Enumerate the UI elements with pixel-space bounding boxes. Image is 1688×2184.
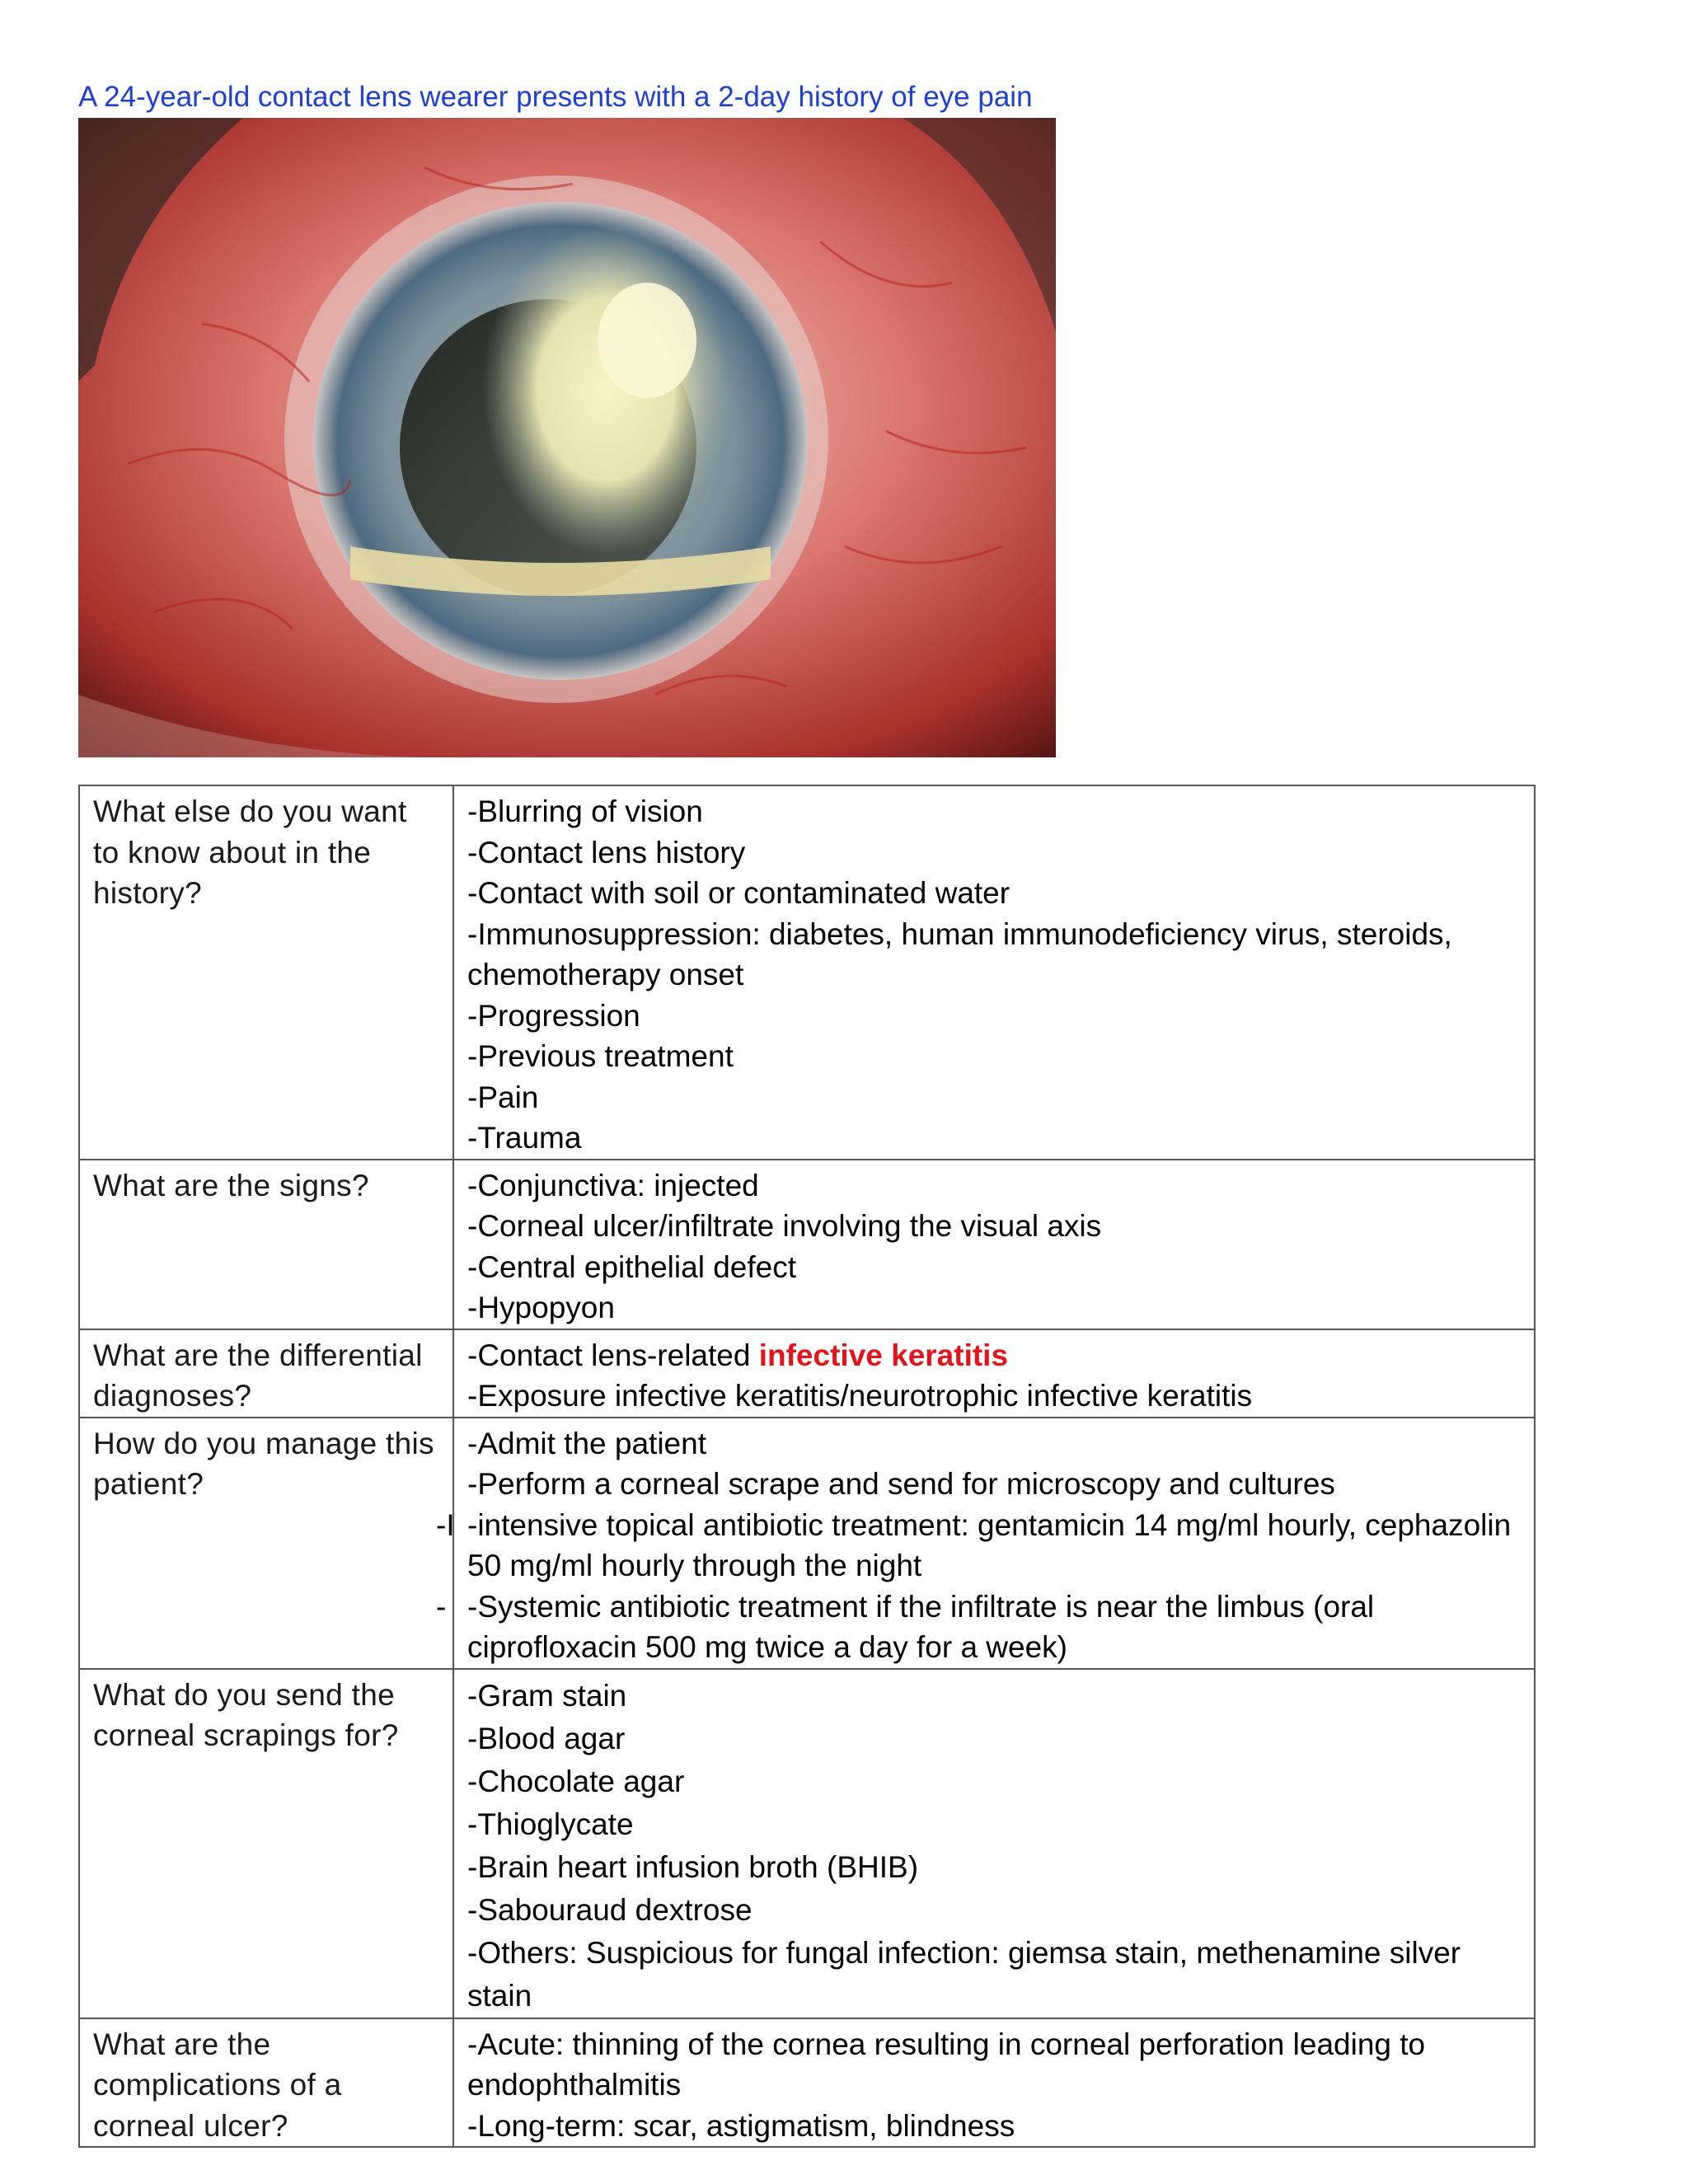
list-item: -Perform a corneal scrape and send for microscopy and cultures xyxy=(467,1467,1335,1501)
highlighted-diagnosis: infective keratitis xyxy=(758,1338,1009,1372)
answer-cell xyxy=(436,1418,1535,1669)
list-item: -Previous treatment xyxy=(467,1039,734,1073)
table-row xyxy=(79,1160,1535,1329)
list-item: -Immunosuppression: diabetes, human immunodeficiency virus, steroids, chemotherapy onset xyxy=(467,916,1452,991)
list-item: -intensive topical antibiotic treatment: gentamicin 14 mg/ml hourly, cephazolin 50 mg/ml hourly through the night xyxy=(467,1507,1512,1582)
table-row xyxy=(79,2018,1535,2148)
list-item: -Acute: thinning of the cornea resulting in corneal perforation leading to endophthalmitis xyxy=(467,2027,1426,2102)
answer-prefix: -Contact lens-related xyxy=(467,1338,759,1372)
list-item: -Blood agar xyxy=(467,1721,626,1755)
list-item: -Sabouraud dextrose xyxy=(467,1892,753,1927)
answer-cell xyxy=(453,1669,1535,2018)
question-cell: What are the signs? xyxy=(79,1160,453,1329)
list-item: -Exposure infective keratitis/neurotrophic infective keratitis xyxy=(467,1379,1253,1413)
eye-photo xyxy=(78,118,1056,757)
answer-cell xyxy=(453,1160,1535,1329)
list-item: -Contact with soil or contaminated water xyxy=(467,876,1010,910)
list-item: -Hypopyon xyxy=(467,1291,615,1324)
list-item: -Blurring of vision xyxy=(467,794,703,828)
question-cell: What do you send the corneal scrapings for? xyxy=(79,1669,453,2018)
list-item: -Brain heart infusion broth (BHIB) xyxy=(467,1849,919,1884)
question-cell: What are the differential diagnoses? xyxy=(79,1329,453,1418)
list-item: -Long-term: scar, astigmatism, blindness xyxy=(467,2108,1015,2143)
list-item: -Conjunctiva: injected xyxy=(467,1168,759,1202)
list-item: -Pain xyxy=(467,1080,539,1114)
list-item: -Central epithelial defect xyxy=(467,1249,796,1284)
list-item: -Progression xyxy=(467,998,640,1033)
table-row xyxy=(79,1329,1535,1418)
list-item: -Trauma xyxy=(467,1121,582,1155)
list-item: -Chocolate agar xyxy=(467,1764,685,1798)
question-cell: How do you manage this patient? xyxy=(79,1418,453,1669)
list-item: -Systemic antibiotic treatment if the infiltrate is near the limbus (oral ciprofloxacin 500 mg twice a day for a week) xyxy=(467,1589,1375,1664)
margin-mark: - xyxy=(436,1589,447,1624)
list-item: -Contact lens history xyxy=(467,835,746,869)
question-cell: What else do you want to know about in the history? xyxy=(79,785,453,1160)
list-item xyxy=(467,1335,1521,1376)
list-item: -Corneal ulcer/infiltrate involving the visual axis xyxy=(467,1209,1102,1243)
answer-cell xyxy=(453,785,1535,1160)
answer-cell xyxy=(453,1329,1535,1418)
list-item: -Others: Suspicious for fungal infection: giemsa stain, methenamine silver stain xyxy=(467,1935,1461,2013)
margin-mark: -I xyxy=(436,1507,455,1542)
list-item: -Admit the patient xyxy=(467,1426,706,1460)
page-title: A 24-year-old contact lens wearer presents with a 2-day history of eye pain xyxy=(78,81,1033,113)
list-item: -Gram stain xyxy=(467,1678,627,1713)
table-row xyxy=(79,1669,1535,2018)
table-row xyxy=(79,1418,1535,1669)
qa-table xyxy=(78,785,1536,2148)
answer-cell xyxy=(453,2018,1535,2148)
list-item: -Thioglycate xyxy=(467,1807,634,1841)
table-row xyxy=(79,785,1535,1160)
question-cell: What are the complications of a corneal ulcer? xyxy=(79,2018,453,2148)
